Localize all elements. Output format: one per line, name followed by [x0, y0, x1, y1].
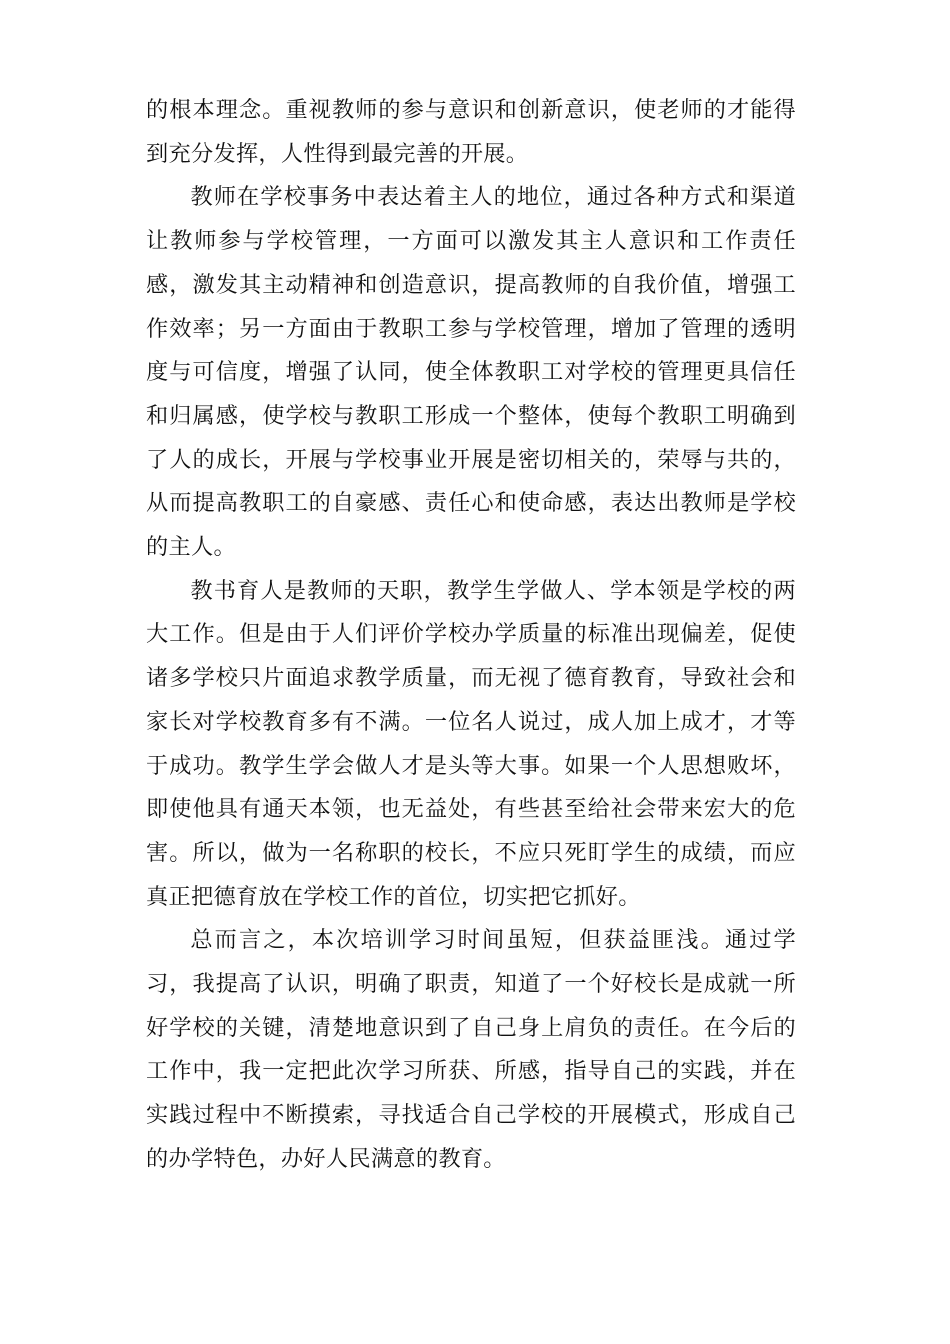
document-body — [146, 89, 796, 1182]
paragraph-2: 教师在学校事务中表达着主人的地位，通过各种方式和渠道让教师参与学校管理，一方面可以激发其主人意识和工作责任感，激发其主动精神和创造意识，提高教师的自我价值，增强工作效率；另一方面由于教职工参与学校管理，增加了管理的透明度与可信度，增强了认同，使全体教职工对学校的管理更具信任和归属感，使学校与教职工形成一个整体，使每个教职工明确到了人的成长，开展与学校事业开展是密切相关的，荣辱与共的，从而提高教职工的自豪感、责任心和使命感，表达出教师是学校的主人。 — [146, 184, 796, 561]
paragraph-3: 教书育人是教师的天职，教学生学做人、学本领是学校的两大工作。但是由于人们评价学校办学质量的标准出现偏差，促使诸多学校只片面追求教学质量，而无视了德育教育，导致社会和家长对学校教育多有不满。一位名人说过，成人加上成才，才等于成功。教学生学会做人才是头等大事。如果一个人思想败坏，即使他具有通天本领，也无益处，有些甚至给社会带来宏大的危害。所以，做为一名称职的校长，不应只死盯学生的成绩，而应真正把德育放在学校工作的首位，切实把它抓好。 — [146, 577, 796, 910]
paragraph-1: 的根本理念。重视教师的参与意识和创新意识，使老师的才能得到充分发挥，人性得到最完善的开展。 — [146, 97, 796, 167]
paragraph-4: 总而言之，本次培训学习时间虽短，但获益匪浅。通过学习，我提高了认识，明确了职责，知道了一个好校长是成就一所好学校的关键，清楚地意识到了自己身上肩负的责任。在今后的工作中，我一定把此次学习所获、所感，指导自己的实践，并在实践过程中不断摸索，寻找适合自己学校的开展模式，形成自己的办学特色，办好人民满意的教育。 — [146, 927, 796, 1172]
